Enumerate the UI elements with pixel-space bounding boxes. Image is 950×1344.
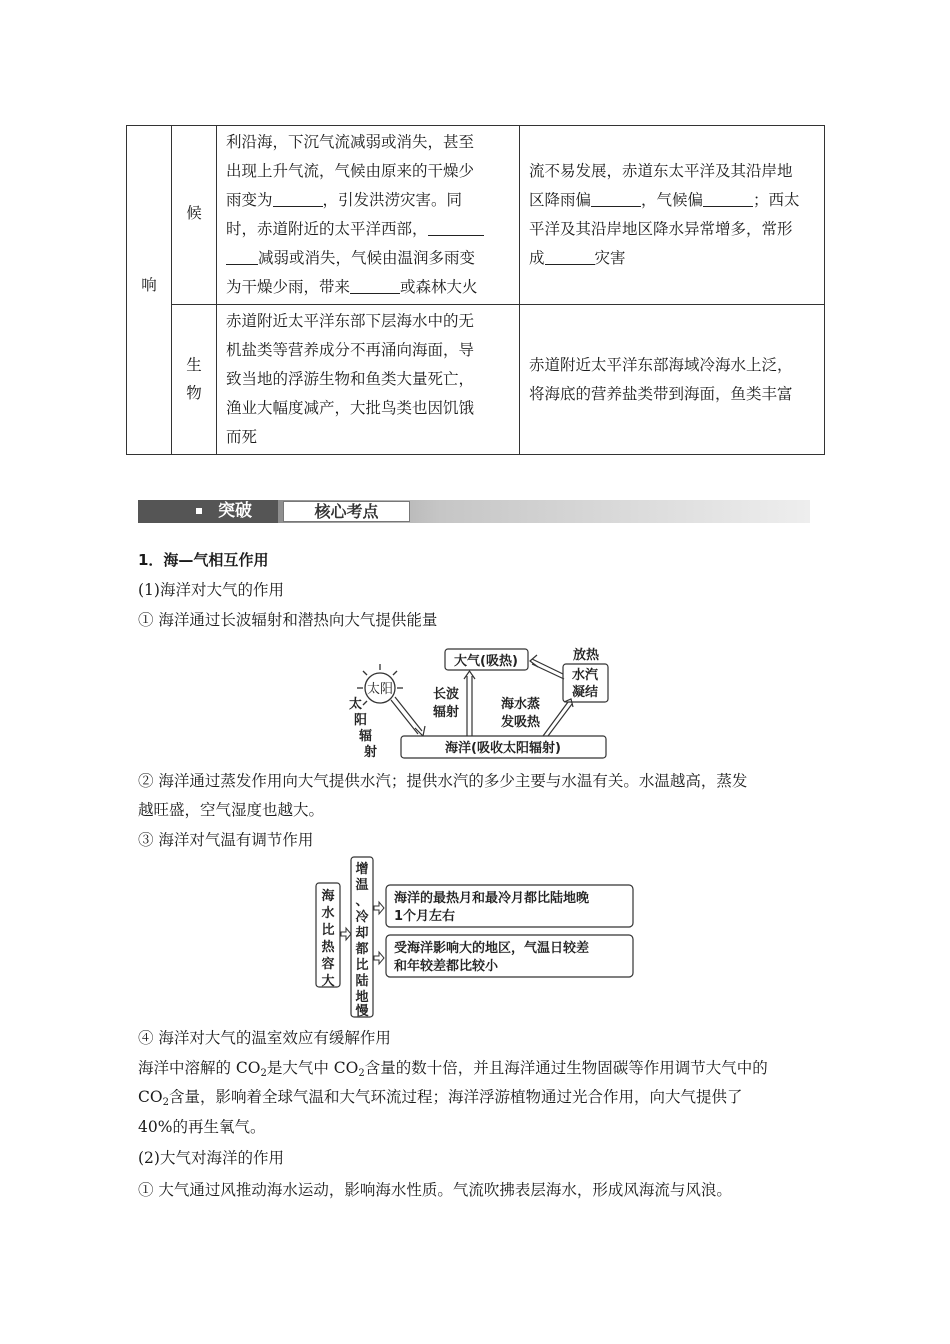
col2-char: 比 (355, 958, 369, 973)
col1-char: 容 (321, 957, 335, 972)
comparison-table (126, 125, 825, 455)
hollow-arrow-icon (341, 928, 351, 940)
point-2: ② 海洋通过蒸发作用向大气提供水汽；提供水汽的多少主要与水温有关。水温越高，蒸发 (138, 772, 748, 790)
effect-box-1: 海洋的最热月和最冷月都比陆地晚 (394, 891, 590, 906)
arrow-icon (464, 671, 475, 679)
cell-elnino-biology: 赤道附近太平洋东部下层海水中的无 机盐类等营养成分不再涌向海面，导 致当地的浮游生物和鱼类大量死亡， 渔业大幅度减产，大批鸟类也因饥饿 而死 (217, 305, 520, 455)
col1-char: 大 (321, 974, 335, 989)
point-1: ① 海洋通过长波辐射和潜热向大气提供能量 (138, 611, 438, 629)
section-heading: 1．海—气相互作用 (138, 551, 269, 569)
condensation-box: 水汽 (571, 668, 599, 683)
hollow-arrow-icon (374, 902, 384, 914)
answer-blank[interactable] (591, 188, 641, 207)
effect-box-2: 和年较差都比较小 (394, 959, 499, 974)
atmosphere-box: 大气(吸热) (454, 654, 518, 669)
row-header-influence: 响 (127, 126, 172, 455)
energy-exchange-diagram (335, 640, 620, 762)
point-wind: ① 大气通过风推动海水运动，影响海水性质。气流吹拂表层海水，形成风海流与风浪。 (138, 1181, 732, 1199)
evaporation-label: 发吸热 (501, 715, 541, 730)
solar-radiation-char: 太 (349, 697, 363, 712)
subheading-atmosphere-to-ocean: (2)大气对海洋的作用 (138, 1149, 284, 1167)
col2-char: 温 (355, 878, 369, 893)
solar-radiation-char: 阳 (354, 713, 368, 728)
col2-char: 冷 (355, 910, 369, 925)
col1-char: 水 (321, 906, 335, 921)
paragraph-oxygen: 40%的再生氧气。 (138, 1118, 266, 1136)
subheading-ocean-to-atmosphere: (1)海洋对大气的作用 (138, 581, 284, 599)
condensation-box: 凝结 (571, 685, 599, 700)
effect-box-1: 1个月左右 (394, 909, 456, 924)
evaporation-label: 海水蒸 (501, 697, 541, 712)
longwave-label: 辐射 (433, 705, 460, 720)
temperature-regulation-diagram (310, 855, 640, 1020)
row-label-biology: 生 物 (172, 305, 217, 455)
answer-blank[interactable] (703, 188, 753, 207)
cell-lanina-biology: 赤道附近太平洋东部海域冷海水上泛， 将海底的营养盐类带到海面，鱼类丰富 (520, 305, 825, 455)
cell-lanina-climate: 流不易发展，赤道东太平洋及其沿岸地 区降雨偏 ，气候偏 ；西太 平洋及其沿岸地区降水异常增多，常形 成 灾害 (520, 126, 825, 305)
solar-radiation-char: 辐 (359, 729, 373, 744)
answer-blank[interactable] (545, 246, 595, 265)
col2-char: 慢 (355, 1004, 369, 1019)
point-2-cont: 越旺盛，空气湿度也越大。 (138, 801, 325, 819)
solar-radiation-char: 射 (364, 745, 378, 760)
point-4: ④ 海洋对大气的温室效应有缓解作用 (138, 1029, 391, 1047)
row-label-climate: 候 (172, 126, 217, 305)
sun-label: 太阳 (366, 682, 394, 697)
answer-blank[interactable] (226, 246, 258, 265)
col2-char: 增 (355, 862, 369, 877)
release-heat-label: 放热 (572, 648, 600, 663)
paragraph-co2: 海洋中溶解的 $CO_2$是大气中 $CO_2$含量的数十倍，并且海洋通过生物固碳等作用调节大气中的 (138, 1059, 768, 1079)
banner-tag-core-points: 核心考点 (283, 501, 410, 522)
col2-char: 陆 (355, 974, 369, 989)
col1-char: 比 (321, 923, 335, 938)
section-banner (138, 497, 810, 527)
longwave-label: 长波 (433, 687, 460, 702)
banner-tag-breakthrough: 突破 (138, 500, 278, 523)
effect-box-2: 受海洋影响大的地区，气温日较差 (394, 941, 590, 956)
cell-elnino-climate: 利沿海，下沉气流减弱或消失，甚至 出现上升气流，气候由原来的干燥少 雨变为 ，引发洪涝灾害。同 时，赤道附近的太平洋西部， 减弱或消失，气候由温润多雨变 为干燥少雨，带来 或森林大火 (217, 126, 520, 305)
table-row (127, 126, 825, 305)
table-row (127, 305, 825, 455)
point-3: ③ 海洋对气温有调节作用 (138, 831, 314, 849)
col2-char: 却 (355, 926, 369, 941)
arrow-icon (415, 726, 425, 736)
hollow-arrow-icon (374, 952, 384, 964)
square-bullet-icon (196, 508, 202, 514)
col2-char: 、 (355, 894, 369, 909)
col2-char: 都 (355, 942, 369, 957)
answer-blank[interactable] (273, 188, 323, 207)
paragraph-co2-cont: $CO_2$含量，影响着全球气温和大气环流过程；海洋浮游植物通过光合作用，向大气提供了 (138, 1088, 743, 1108)
answer-blank[interactable] (428, 217, 484, 236)
col1-char: 海 (321, 889, 335, 904)
ocean-box: 海洋(吸收太阳辐射) (445, 741, 561, 756)
col1-char: 热 (321, 940, 335, 955)
answer-blank[interactable] (350, 275, 400, 294)
col2-char: 地 (355, 990, 369, 1005)
